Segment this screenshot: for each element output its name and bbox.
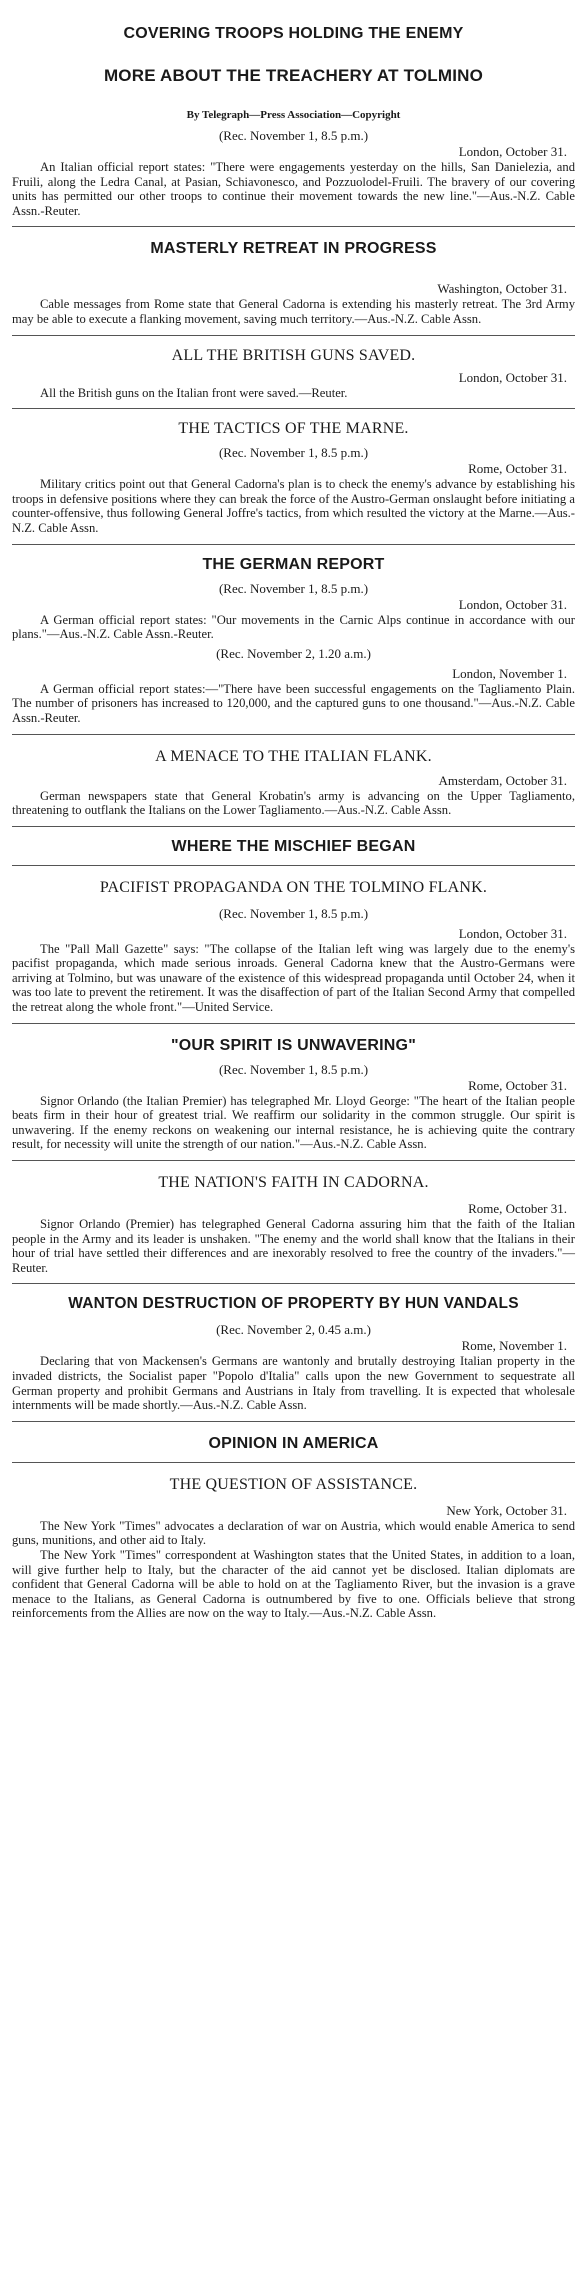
article-body: A German official report states:—"There have been successful engagements on the Tagliamento Plain. The number of prisoners has increased to 120,000, and the captured guns to one thousand."—Aus.-N.Z. Cable Assn.-Reuter. [12, 681, 575, 725]
article-body: All the British guns on the Italian front were saved.—Reuter. [40, 385, 348, 400]
headline: MORE ABOUT THE TREACHERY AT TOLMINO [103, 66, 484, 85]
article-menace-flank [12, 747, 575, 818]
headline: "OUR SPIRIT IS UNWAVERING" [171, 1036, 416, 1054]
dateline: Rome, October 31. [468, 1201, 567, 1217]
article-body: Military critics point out that General Cadorna's plan is to check the enemy's advance by establishing his troops in defensive positions where they can break the force of the Austro-German onslaught before initiating a counter-offensive, thus following General Joffre's tactics, from which resulted the victory at the Marne.—Aus.-N.Z. Cable Assn. [12, 477, 575, 535]
article-faith-cadorna [12, 1173, 575, 1275]
article-body: A German official report states: "Our movements in the Carnic Alps continue in accordance with our plans."—Aus.-N.Z. Cable Assn.-Reuter. [12, 612, 575, 642]
article-pacifist-propaganda [12, 878, 575, 1015]
article-body: The New York "Times" advocates a declaration of war on Austria, which would enable America to send guns, munitions, and other aid to Italy. [12, 1518, 575, 1548]
article-body: Cable messages from Rome state that General Cadorna is extending his masterly retreat. The 3rd Army may be able to execute a flanking movement, saving much territory.—Aus.-N.Z. Cable Assn. [12, 297, 575, 326]
article-body: Declaring that von Mackensen's Germans are wantonly and brutally destroying Italian property in the invaded districts, the Socialist paper "Popolo d'Italia" calls upon the new Government to sequestrate all German property and prohibit Germans and Austrians in Italy from travelling. It is expected that wholesale internments will be made shortly.—Aus.-N.Z. Cable Assn. [12, 1354, 575, 1413]
dateline: London, October 31. [458, 369, 567, 385]
headline: OPINION IN AMERICA [208, 1434, 379, 1452]
article-body: Signor Orlando (Premier) has telegraphed General Cadorna assuring him that the faith of the Italian people in the Army and its leader is unshaken. "The enemy and the world shall know that the Italians in their hour of trial have settled their differences and are inexorably resolved to free the country of the invaders."—Reuter. [12, 1217, 575, 1275]
dateline: Washington, October 31. [437, 281, 567, 297]
received-time: (Rec. November 1, 8.5 p.m.) [218, 128, 369, 143]
article-body: The "Pall Mall Gazette" says: "The collapse of the Italian left wing was largely due to the enemy's pacifist propaganda, which made serious inroads. General Cadorna knew that the Austro-Germans were arriving at Tolmino, but was unaware of the existence of this widespread propaganda until October 24, when it was too late to prevent the retirement. It was the disaffection of part of the Italian Second Army that compelled the retreat along the whole front."—United Service. [12, 941, 575, 1015]
article-treachery-tolmino [12, 66, 575, 218]
dateline: Rome, November 1. [461, 1338, 567, 1354]
article-body: German newspapers state that General Krobatin's army is advancing on the Upper Tagliamento, threatening to outflank the Italians on the Lower Tagliamento.—Aus.-N.Z. Cable Assn. [12, 788, 575, 818]
received-time: (Rec. November 1, 8.5 p.m.) [218, 1061, 369, 1077]
article-body: Signor Orlando (the Italian Premier) has telegraphed Mr. Lloyd George: "The heart of the Italian people beats firm in their hour of greatest trial. We reaffirm our solidarity in the common struggle. Our spirit is unwavering. If the enemy reckons on weakening our internal resistance, he is achieving quite the contrary result, for necessity will unite the strength of our nation."—Aus.-N.Z. Cable Assn. [12, 1093, 575, 1152]
dateline: New York, October 31. [446, 1502, 567, 1518]
dateline: London, November 1. [452, 665, 567, 681]
dateline: Rome, October 31. [468, 461, 567, 477]
article-hun-vandals [12, 1294, 575, 1412]
dateline: Amsterdam, October 31. [438, 772, 567, 788]
press-credit: By Telegraph—Press Association—Copyright [186, 109, 401, 121]
article-masterly-retreat [12, 239, 575, 326]
headline: THE GERMAN REPORT [202, 555, 385, 573]
headline: A MENACE TO THE ITALIAN FLANK. [155, 747, 432, 765]
received-time: (Rec. November 1, 8.5 p.m.) [218, 445, 369, 461]
article-mischief-began [12, 837, 575, 857]
article-body: The New York "Times" correspondent at Washington states that the United States, in addition to a loan, will give further help to Italy, but the character of the aid cannot yet be disclosed. Italian diplomats are confident that General Cadorna will be able to hold on at the Tagliamento River, but the invasion is a grave menace to the Italians, as General Cadorna is outnumbered by five to one. Officials believe that strong reinforcements from the Allies are now on the way to Italy.—Aus.-N.Z. Cable Assn. [12, 1547, 575, 1621]
headline: WHERE THE MISCHIEF BEGAN [171, 837, 416, 855]
headline: THE NATION'S FAITH IN CADORNA. [158, 1174, 429, 1192]
received-time: (Rec. November 2, 0.45 a.m.) [216, 1322, 371, 1338]
page-title: COVERING TROOPS HOLDING THE ENEMY [123, 25, 464, 42]
headline: THE QUESTION OF ASSISTANCE. [169, 1475, 418, 1493]
headline: PACIFIST PROPAGANDA ON THE TOLMINO FLANK. [99, 878, 488, 896]
received-time: (Rec. November 1, 8.5 p.m.) [218, 580, 369, 596]
dateline: London, October 31. [458, 144, 567, 159]
article-body: An Italian official report states: "There were engagements yesterday on the hills, San Danielezia, and Fruili, along the Ledra Canal, at Pasian, Schiavonesco, and Pozzuolodel-Fruili. The bravery of our covering units has permitted our other troops to continue their movement towards the new line."—Aus.-N.Z. Cable Assn.-Reuter. [12, 160, 575, 218]
headline: WANTON DESTRUCTION OF PROPERTY BY HUN VANDALS [68, 1295, 519, 1313]
article-tactics-marne [12, 419, 575, 535]
article-british-guns [12, 346, 575, 401]
article-opinion-america [12, 1434, 575, 1454]
received-time: (Rec. November 2, 1.20 a.m.) [216, 645, 371, 661]
article-german-report [12, 555, 575, 726]
article-spirit-unwavering [12, 1036, 575, 1152]
headline: MASTERLY RETREAT IN PROGRESS [150, 240, 437, 258]
received-time: (Rec. November 1, 8.5 p.m.) [218, 905, 369, 921]
dateline: London, October 31. [458, 596, 567, 612]
dateline: Rome, October 31. [468, 1077, 567, 1093]
headline: ALL THE BRITISH GUNS SAVED. [171, 346, 416, 364]
headline: THE TACTICS OF THE MARNE. [178, 420, 409, 438]
article-question-assistance [12, 1475, 575, 1621]
dateline: London, October 31. [458, 925, 567, 941]
